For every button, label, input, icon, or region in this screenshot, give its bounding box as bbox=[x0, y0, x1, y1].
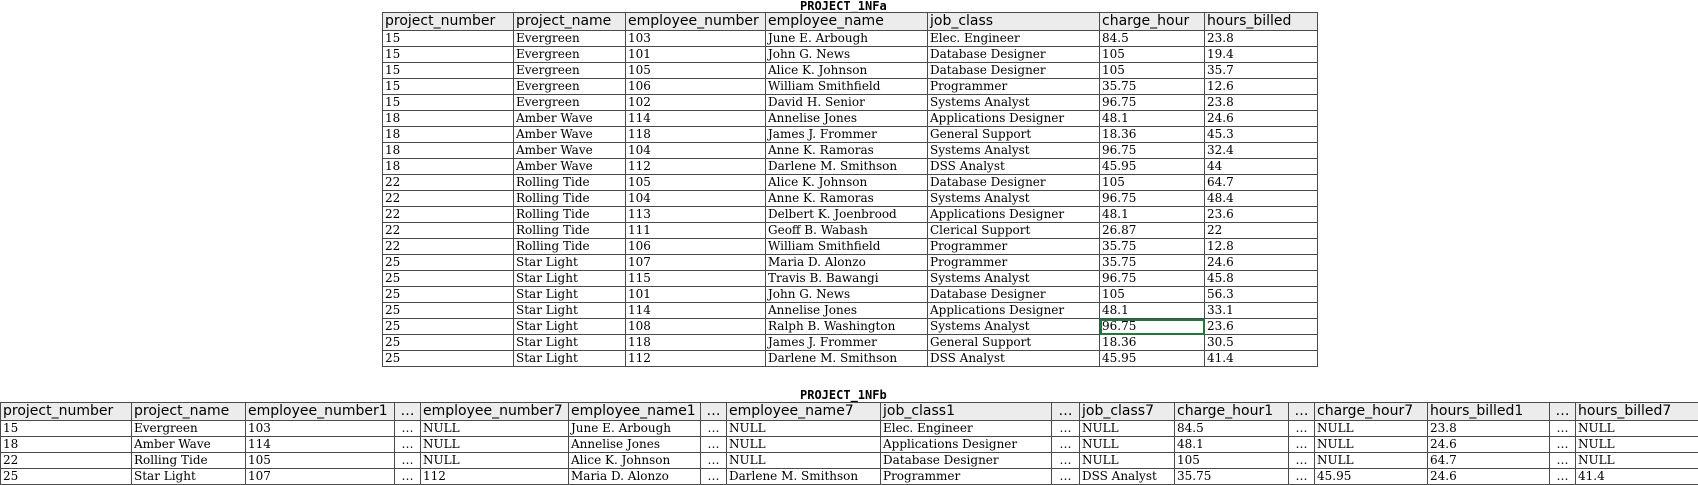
table-cell-ellipsis[interactable]: … bbox=[1052, 437, 1080, 453]
table-cell-hours-billed7[interactable]: 41.4 bbox=[1576, 469, 1698, 485]
table-b-column-header-ellipsis-9[interactable]: … bbox=[1052, 403, 1080, 421]
table-cell-job-class7[interactable]: DSS Analyst bbox=[1080, 469, 1175, 485]
table-cell-charge-hour[interactable]: 96.75 bbox=[1100, 319, 1205, 335]
table-cell-hours-billed[interactable]: 30.5 bbox=[1205, 335, 1318, 351]
table-cell-job-class[interactable]: Applications Designer bbox=[928, 111, 1100, 127]
table-row bbox=[383, 79, 1318, 95]
table-cell-charge-hour[interactable]: 45.95 bbox=[1100, 159, 1205, 175]
table-cell-charge-hour7[interactable]: 45.95 bbox=[1315, 469, 1428, 485]
table-cell-project-number[interactable]: 25 bbox=[383, 271, 514, 287]
table-cell-charge-hour[interactable]: 35.75 bbox=[1100, 79, 1205, 95]
table-cell-charge-hour[interactable]: 105 bbox=[1100, 63, 1205, 79]
table-row bbox=[383, 175, 1318, 191]
table-b-column-header-job-class1-8[interactable]: job_class1 bbox=[881, 403, 1052, 421]
table-cell-hours-billed[interactable]: 56.3 bbox=[1205, 287, 1318, 303]
table-a-column-header-project-name-1[interactable]: project_name bbox=[514, 13, 626, 31]
table-b-column-header-hours-billed1-14[interactable]: hours_billed1 bbox=[1428, 403, 1550, 421]
table-cell-ellipsis[interactable]: … bbox=[701, 469, 727, 485]
table-cell-job-class[interactable]: Systems Analyst bbox=[928, 143, 1100, 159]
table-cell-employee-number[interactable]: 111 bbox=[626, 223, 766, 239]
table-row bbox=[383, 159, 1318, 175]
table-cell-job-class[interactable]: Applications Designer bbox=[928, 207, 1100, 223]
table-cell-charge-hour1[interactable]: 105 bbox=[1175, 453, 1289, 469]
table-cell-employee-number[interactable]: 102 bbox=[626, 95, 766, 111]
table-a-column-header-employee-name-3[interactable]: employee_name bbox=[766, 13, 928, 31]
table-cell-project-number[interactable]: 25 bbox=[383, 319, 514, 335]
table-cell-hours-billed1[interactable]: 24.6 bbox=[1428, 437, 1550, 453]
table-b-column-header-charge-hour7-13[interactable]: charge_hour7 bbox=[1315, 403, 1428, 421]
table-cell-job-class1[interactable]: Elec. Engineer bbox=[881, 421, 1052, 437]
table-cell-ellipsis[interactable]: … bbox=[701, 453, 727, 469]
table-cell-employee-name7[interactable]: NULL bbox=[727, 421, 881, 437]
table-cell-project-name[interactable]: Amber Wave bbox=[514, 159, 626, 175]
table-row bbox=[383, 239, 1318, 255]
table-cell-job-class[interactable]: Database Designer bbox=[928, 287, 1100, 303]
table-cell-charge-hour[interactable]: 45.95 bbox=[1100, 351, 1205, 367]
table-cell-employee-number7[interactable]: NULL bbox=[421, 421, 569, 437]
table-cell-hours-billed[interactable]: 19.4 bbox=[1205, 47, 1318, 63]
table-cell-ellipsis[interactable]: … bbox=[395, 453, 421, 469]
table-cell-ellipsis[interactable]: … bbox=[1289, 437, 1315, 453]
table-cell-employee-name1[interactable]: June E. Arbough bbox=[569, 421, 701, 437]
table-b-column-header-hours-billed7-16[interactable]: hours_billed7 bbox=[1576, 403, 1698, 421]
table-cell-hours-billed[interactable]: 23.8 bbox=[1205, 31, 1318, 47]
table-cell-job-class1[interactable]: Programmer bbox=[881, 469, 1052, 485]
table-cell-project-name[interactable]: Rolling Tide bbox=[514, 207, 626, 223]
table-cell-project-name[interactable]: Star Light bbox=[514, 271, 626, 287]
table-cell-project-name[interactable]: Star Light bbox=[514, 287, 626, 303]
table-cell-job-class[interactable]: Applications Designer bbox=[928, 303, 1100, 319]
table-a-column-header-hours-billed-6[interactable]: hours_billed bbox=[1205, 13, 1318, 31]
table-cell-job-class[interactable]: Elec. Engineer bbox=[928, 31, 1100, 47]
table-row bbox=[383, 303, 1318, 319]
table-cell-employee-number[interactable]: 105 bbox=[626, 175, 766, 191]
table-cell-job-class[interactable]: Programmer bbox=[928, 79, 1100, 95]
table-cell-employee-number1[interactable]: 114 bbox=[246, 437, 395, 453]
table-row bbox=[1, 437, 1698, 453]
table-cell-employee-name[interactable]: Ralph B. Washington bbox=[766, 319, 928, 335]
table-b-column-header-ellipsis-15[interactable]: … bbox=[1550, 403, 1576, 421]
table-cell-job-class[interactable]: General Support bbox=[928, 335, 1100, 351]
table-row bbox=[383, 335, 1318, 351]
table-row bbox=[383, 191, 1318, 207]
table-cell-charge-hour7[interactable]: NULL bbox=[1315, 421, 1428, 437]
table-cell-employee-name[interactable]: Annelise Jones bbox=[766, 111, 928, 127]
table-cell-employee-number[interactable]: 118 bbox=[626, 127, 766, 143]
table-cell-hours-billed[interactable]: 64.7 bbox=[1205, 175, 1318, 191]
table-cell-hours-billed7[interactable]: NULL bbox=[1576, 453, 1698, 469]
table-cell-project-number[interactable]: 22 bbox=[383, 239, 514, 255]
table-b-column-header-ellipsis-6[interactable]: … bbox=[701, 403, 727, 421]
table-b-column-header-project-name-1[interactable]: project_name bbox=[132, 403, 246, 421]
table-cell-project-name[interactable]: Amber Wave bbox=[132, 437, 246, 453]
table-a-column-header-employee-number-2[interactable]: employee_number bbox=[626, 13, 766, 31]
table-a-column-header-job-class-4[interactable]: job_class bbox=[928, 13, 1100, 31]
table-cell-employee-number1[interactable]: 105 bbox=[246, 453, 395, 469]
table-cell-hours-billed[interactable]: 12.8 bbox=[1205, 239, 1318, 255]
table-cell-project-number[interactable]: 15 bbox=[383, 31, 514, 47]
table-cell-project-number[interactable]: 22 bbox=[383, 223, 514, 239]
table-cell-employee-name7[interactable]: Darlene M. Smithson bbox=[727, 469, 881, 485]
table-a-column-header-project-number-0[interactable]: project_number bbox=[383, 13, 514, 31]
table-cell-employee-number7[interactable]: NULL bbox=[421, 437, 569, 453]
table-cell-employee-name[interactable]: Maria D. Alonzo bbox=[766, 255, 928, 271]
table-row bbox=[383, 63, 1318, 79]
table-cell-employee-number[interactable]: 112 bbox=[626, 351, 766, 367]
table-cell-job-class[interactable]: Database Designer bbox=[928, 47, 1100, 63]
table-cell-employee-number[interactable]: 108 bbox=[626, 319, 766, 335]
table-cell-employee-name[interactable]: James J. Frommer bbox=[766, 335, 928, 351]
table-cell-hours-billed7[interactable]: NULL bbox=[1576, 421, 1698, 437]
table-cell-ellipsis[interactable]: … bbox=[1289, 469, 1315, 485]
table-cell-employee-number[interactable]: 107 bbox=[626, 255, 766, 271]
table-cell-project-name[interactable]: Amber Wave bbox=[514, 143, 626, 159]
table-cell-employee-name[interactable]: Annelise Jones bbox=[766, 303, 928, 319]
table-cell-employee-number[interactable]: 101 bbox=[626, 287, 766, 303]
table-cell-employee-number1[interactable]: 103 bbox=[246, 421, 395, 437]
table-cell-employee-number7[interactable]: 112 bbox=[421, 469, 569, 485]
table-cell-employee-number[interactable]: 104 bbox=[626, 191, 766, 207]
table-cell-project-name[interactable]: Evergreen bbox=[514, 63, 626, 79]
table-cell-charge-hour1[interactable]: 84.5 bbox=[1175, 421, 1289, 437]
table-cell-job-class[interactable]: Database Designer bbox=[928, 63, 1100, 79]
table-cell-project-number[interactable]: 22 bbox=[383, 207, 514, 223]
table-cell-project-name[interactable]: Rolling Tide bbox=[514, 191, 626, 207]
table-row bbox=[383, 47, 1318, 63]
table-cell-ellipsis[interactable]: … bbox=[1052, 469, 1080, 485]
table-cell-hours-billed[interactable]: 22 bbox=[1205, 223, 1318, 239]
table-cell-employee-name1[interactable]: Annelise Jones bbox=[569, 437, 701, 453]
table-row bbox=[383, 319, 1318, 335]
project-1nfb-table bbox=[0, 402, 1698, 485]
table-cell-charge-hour[interactable]: 18.36 bbox=[1100, 127, 1205, 143]
table-cell-project-number[interactable]: 22 bbox=[1, 453, 132, 469]
table-cell-employee-number[interactable]: 106 bbox=[626, 239, 766, 255]
table-row bbox=[383, 143, 1318, 159]
table-cell-project-name[interactable]: Star Light bbox=[514, 351, 626, 367]
table-cell-employee-number[interactable]: 104 bbox=[626, 143, 766, 159]
table-cell-employee-name[interactable]: David H. Senior bbox=[766, 95, 928, 111]
table-cell-ellipsis[interactable]: … bbox=[1052, 453, 1080, 469]
table-cell-charge-hour[interactable]: 96.75 bbox=[1100, 95, 1205, 111]
table-cell-employee-name[interactable]: June E. Arbough bbox=[766, 31, 928, 47]
table-cell-ellipsis[interactable]: … bbox=[395, 437, 421, 453]
table-cell-project-name[interactable]: Evergreen bbox=[132, 421, 246, 437]
table-cell-job-class[interactable]: DSS Analyst bbox=[928, 351, 1100, 367]
table-cell-project-number[interactable]: 25 bbox=[383, 287, 514, 303]
table-row bbox=[383, 287, 1318, 303]
table-cell-employee-name[interactable]: Darlene M. Smithson bbox=[766, 159, 928, 175]
table-cell-project-number[interactable]: 22 bbox=[383, 175, 514, 191]
table-b-title: PROJECT_1NFb bbox=[800, 389, 887, 401]
table-row bbox=[383, 31, 1318, 47]
table-cell-charge-hour[interactable]: 35.75 bbox=[1100, 255, 1205, 271]
table-cell-employee-name7[interactable]: NULL bbox=[727, 437, 881, 453]
table-cell-job-class[interactable]: General Support bbox=[928, 127, 1100, 143]
table-cell-employee-name1[interactable]: Alice K. Johnson bbox=[569, 453, 701, 469]
table-cell-charge-hour[interactable]: 84.5 bbox=[1100, 31, 1205, 47]
table-b-column-header-ellipsis-3[interactable]: … bbox=[395, 403, 421, 421]
table-cell-hours-billed1[interactable]: 64.7 bbox=[1428, 453, 1550, 469]
table-cell-hours-billed[interactable]: 23.6 bbox=[1205, 319, 1318, 335]
table-cell-ellipsis[interactable]: … bbox=[1550, 469, 1576, 485]
table-cell-charge-hour[interactable]: 48.1 bbox=[1100, 111, 1205, 127]
table-cell-employee-name[interactable]: Travis B. Bawangi bbox=[766, 271, 928, 287]
table-cell-project-name[interactable]: Amber Wave bbox=[514, 111, 626, 127]
table-cell-hours-billed[interactable]: 35.7 bbox=[1205, 63, 1318, 79]
table-cell-project-name[interactable]: Evergreen bbox=[514, 47, 626, 63]
table-cell-ellipsis[interactable]: … bbox=[1550, 437, 1576, 453]
table-cell-hours-billed[interactable]: 12.6 bbox=[1205, 79, 1318, 95]
table-row bbox=[383, 95, 1318, 111]
table-cell-hours-billed1[interactable]: 23.8 bbox=[1428, 421, 1550, 437]
table-cell-project-name[interactable]: Rolling Tide bbox=[514, 175, 626, 191]
table-row bbox=[1, 453, 1698, 469]
table-cell-charge-hour[interactable]: 35.75 bbox=[1100, 239, 1205, 255]
table-cell-employee-name7[interactable]: NULL bbox=[727, 453, 881, 469]
table-cell-project-name[interactable]: Amber Wave bbox=[514, 127, 626, 143]
table-cell-job-class7[interactable]: NULL bbox=[1080, 453, 1175, 469]
table-cell-employee-name1[interactable]: Maria D. Alonzo bbox=[569, 469, 701, 485]
table-row bbox=[383, 111, 1318, 127]
table-row bbox=[383, 207, 1318, 223]
table-cell-charge-hour[interactable]: 96.75 bbox=[1100, 191, 1205, 207]
table-row bbox=[383, 127, 1318, 143]
table-cell-employee-name[interactable]: Darlene M. Smithson bbox=[766, 351, 928, 367]
table-cell-hours-billed[interactable]: 24.6 bbox=[1205, 255, 1318, 271]
table-cell-charge-hour[interactable]: 105 bbox=[1100, 47, 1205, 63]
table-cell-employee-name[interactable]: Anne K. Ramoras bbox=[766, 191, 928, 207]
table-cell-job-class7[interactable]: NULL bbox=[1080, 421, 1175, 437]
table-cell-employee-name[interactable]: Alice K. Johnson bbox=[766, 63, 928, 79]
table-cell-hours-billed[interactable]: 44 bbox=[1205, 159, 1318, 175]
table-cell-project-name[interactable]: Evergreen bbox=[514, 79, 626, 95]
table-cell-project-number[interactable]: 15 bbox=[383, 79, 514, 95]
table-cell-hours-billed[interactable]: 45.8 bbox=[1205, 271, 1318, 287]
table-cell-hours-billed[interactable]: 23.6 bbox=[1205, 207, 1318, 223]
table-cell-project-number[interactable]: 15 bbox=[383, 95, 514, 111]
table-row bbox=[1, 469, 1698, 485]
table-cell-employee-number7[interactable]: NULL bbox=[421, 453, 569, 469]
table-cell-hours-billed7[interactable]: NULL bbox=[1576, 437, 1698, 453]
table-cell-job-class[interactable]: Systems Analyst bbox=[928, 95, 1100, 111]
table-cell-employee-number[interactable]: 118 bbox=[626, 335, 766, 351]
table-cell-charge-hour1[interactable]: 48.1 bbox=[1175, 437, 1289, 453]
table-cell-project-name[interactable]: Evergreen bbox=[514, 95, 626, 111]
table-cell-hours-billed[interactable]: 24.6 bbox=[1205, 111, 1318, 127]
table-cell-ellipsis[interactable]: … bbox=[1289, 421, 1315, 437]
table-cell-employee-number[interactable]: 103 bbox=[626, 31, 766, 47]
table-cell-employee-name[interactable]: Anne K. Ramoras bbox=[766, 143, 928, 159]
table-cell-ellipsis[interactable]: … bbox=[1550, 453, 1576, 469]
table-a-title: PROJECT_1NFa bbox=[800, 0, 887, 12]
table-cell-job-class7[interactable]: NULL bbox=[1080, 437, 1175, 453]
table-cell-project-name[interactable]: Rolling Tide bbox=[132, 453, 246, 469]
table-cell-hours-billed[interactable]: 41.4 bbox=[1205, 351, 1318, 367]
table-cell-project-number[interactable]: 25 bbox=[383, 303, 514, 319]
table-cell-charge-hour[interactable]: 18.36 bbox=[1100, 335, 1205, 351]
table-row bbox=[1, 421, 1698, 437]
table-row bbox=[383, 351, 1318, 367]
table-cell-project-number[interactable]: 22 bbox=[383, 191, 514, 207]
table-cell-charge-hour[interactable]: 96.75 bbox=[1100, 271, 1205, 287]
table-cell-hours-billed[interactable]: 45.3 bbox=[1205, 127, 1318, 143]
table-cell-employee-name[interactable]: William Smithfield bbox=[766, 239, 928, 255]
table-cell-employee-name[interactable]: Alice K. Johnson bbox=[766, 175, 928, 191]
table-cell-charge-hour7[interactable]: NULL bbox=[1315, 453, 1428, 469]
table-b-column-header-employee-name7-7[interactable]: employee_name7 bbox=[727, 403, 881, 421]
table-cell-ellipsis[interactable]: … bbox=[1052, 421, 1080, 437]
table-b-column-header-employee-name1-5[interactable]: employee_name1 bbox=[569, 403, 701, 421]
table-cell-project-number[interactable]: 25 bbox=[383, 335, 514, 351]
table-cell-project-name[interactable]: Star Light bbox=[514, 319, 626, 335]
table-cell-ellipsis[interactable]: … bbox=[395, 469, 421, 485]
table-cell-job-class[interactable]: Systems Analyst bbox=[928, 191, 1100, 207]
table-cell-employee-name[interactable]: Delbert K. Joenbrood bbox=[766, 207, 928, 223]
table-a-header-row bbox=[383, 13, 1318, 31]
table-b-column-header-project-number-0[interactable]: project_number bbox=[1, 403, 132, 421]
table-cell-project-name[interactable]: Evergreen bbox=[514, 31, 626, 47]
table-cell-hours-billed1[interactable]: 24.6 bbox=[1428, 469, 1550, 485]
table-row bbox=[383, 223, 1318, 239]
table-b-column-header-charge-hour1-11[interactable]: charge_hour1 bbox=[1175, 403, 1289, 421]
table-cell-project-number[interactable]: 18 bbox=[383, 111, 514, 127]
table-cell-job-class1[interactable]: Applications Designer bbox=[881, 437, 1052, 453]
table-cell-project-number[interactable]: 18 bbox=[383, 143, 514, 159]
table-cell-charge-hour7[interactable]: NULL bbox=[1315, 437, 1428, 453]
table-b-header-row bbox=[1, 403, 1698, 421]
table-cell-project-name[interactable]: Star Light bbox=[514, 255, 626, 271]
table-row bbox=[383, 255, 1318, 271]
table-cell-ellipsis[interactable]: … bbox=[1550, 421, 1576, 437]
table-cell-employee-number[interactable]: 114 bbox=[626, 111, 766, 127]
table-cell-project-name[interactable]: Star Light bbox=[514, 335, 626, 351]
table-cell-employee-number[interactable]: 114 bbox=[626, 303, 766, 319]
table-cell-project-number[interactable]: 15 bbox=[383, 47, 514, 63]
table-cell-hours-billed[interactable]: 32.4 bbox=[1205, 143, 1318, 159]
table-cell-employee-name[interactable]: John G. News bbox=[766, 287, 928, 303]
table-cell-hours-billed[interactable]: 33.1 bbox=[1205, 303, 1318, 319]
table-cell-employee-name[interactable]: James J. Frommer bbox=[766, 127, 928, 143]
table-b-column-header-job-class7-10[interactable]: job_class7 bbox=[1080, 403, 1175, 421]
project-1nfa-table bbox=[382, 12, 1318, 367]
table-a-column-header-charge-hour-5[interactable]: charge_hour bbox=[1100, 13, 1205, 31]
table-cell-project-name[interactable]: Star Light bbox=[132, 469, 246, 485]
table-cell-employee-number[interactable]: 106 bbox=[626, 79, 766, 95]
table-cell-job-class[interactable]: Systems Analyst bbox=[928, 319, 1100, 335]
table-cell-ellipsis[interactable]: … bbox=[701, 421, 727, 437]
table-cell-employee-number1[interactable]: 107 bbox=[246, 469, 395, 485]
table-b-column-header-employee-number1-2[interactable]: employee_number1 bbox=[246, 403, 395, 421]
table-cell-charge-hour[interactable]: 105 bbox=[1100, 287, 1205, 303]
table-cell-ellipsis[interactable]: … bbox=[701, 437, 727, 453]
table-cell-charge-hour[interactable]: 48.1 bbox=[1100, 207, 1205, 223]
table-cell-charge-hour[interactable]: 48.1 bbox=[1100, 303, 1205, 319]
table-cell-job-class1[interactable]: Database Designer bbox=[881, 453, 1052, 469]
table-cell-ellipsis[interactable]: … bbox=[1289, 453, 1315, 469]
table-cell-project-number[interactable]: 18 bbox=[383, 127, 514, 143]
table-cell-project-number[interactable]: 18 bbox=[1, 437, 132, 453]
table-cell-job-class[interactable]: Clerical Support bbox=[928, 223, 1100, 239]
table-cell-job-class[interactable]: Systems Analyst bbox=[928, 271, 1100, 287]
table-cell-employee-name[interactable]: William Smithfield bbox=[766, 79, 928, 95]
table-b-column-header-employee-number7-4[interactable]: employee_number7 bbox=[421, 403, 569, 421]
table-cell-employee-number[interactable]: 101 bbox=[626, 47, 766, 63]
table-cell-employee-number[interactable]: 115 bbox=[626, 271, 766, 287]
table-cell-project-number[interactable]: 25 bbox=[383, 255, 514, 271]
table-cell-employee-name[interactable]: John G. News bbox=[766, 47, 928, 63]
table-cell-job-class[interactable]: Programmer bbox=[928, 255, 1100, 271]
table-cell-charge-hour[interactable]: 96.75 bbox=[1100, 143, 1205, 159]
table-b-column-header-ellipsis-12[interactable]: … bbox=[1289, 403, 1315, 421]
table-cell-project-name[interactable]: Rolling Tide bbox=[514, 223, 626, 239]
table-cell-employee-number[interactable]: 112 bbox=[626, 159, 766, 175]
table-cell-employee-name[interactable]: Geoff B. Wabash bbox=[766, 223, 928, 239]
table-cell-employee-number[interactable]: 105 bbox=[626, 63, 766, 79]
table-cell-job-class[interactable]: Database Designer bbox=[928, 175, 1100, 191]
table-cell-project-number[interactable]: 25 bbox=[383, 351, 514, 367]
table-cell-project-number[interactable]: 25 bbox=[1, 469, 132, 485]
table-cell-project-number[interactable]: 18 bbox=[383, 159, 514, 175]
table-cell-job-class[interactable]: DSS Analyst bbox=[928, 159, 1100, 175]
table-cell-project-name[interactable]: Rolling Tide bbox=[514, 239, 626, 255]
table-cell-employee-number[interactable]: 113 bbox=[626, 207, 766, 223]
table-row bbox=[383, 271, 1318, 287]
table-cell-job-class[interactable]: Programmer bbox=[928, 239, 1100, 255]
table-cell-project-number[interactable]: 15 bbox=[1, 421, 132, 437]
table-cell-hours-billed[interactable]: 23.8 bbox=[1205, 95, 1318, 111]
table-cell-ellipsis[interactable]: … bbox=[395, 421, 421, 437]
table-cell-hours-billed[interactable]: 48.4 bbox=[1205, 191, 1318, 207]
table-cell-project-name[interactable]: Star Light bbox=[514, 303, 626, 319]
table-cell-charge-hour[interactable]: 26.87 bbox=[1100, 223, 1205, 239]
table-cell-charge-hour1[interactable]: 35.75 bbox=[1175, 469, 1289, 485]
table-cell-project-number[interactable]: 15 bbox=[383, 63, 514, 79]
table-cell-charge-hour[interactable]: 105 bbox=[1100, 175, 1205, 191]
